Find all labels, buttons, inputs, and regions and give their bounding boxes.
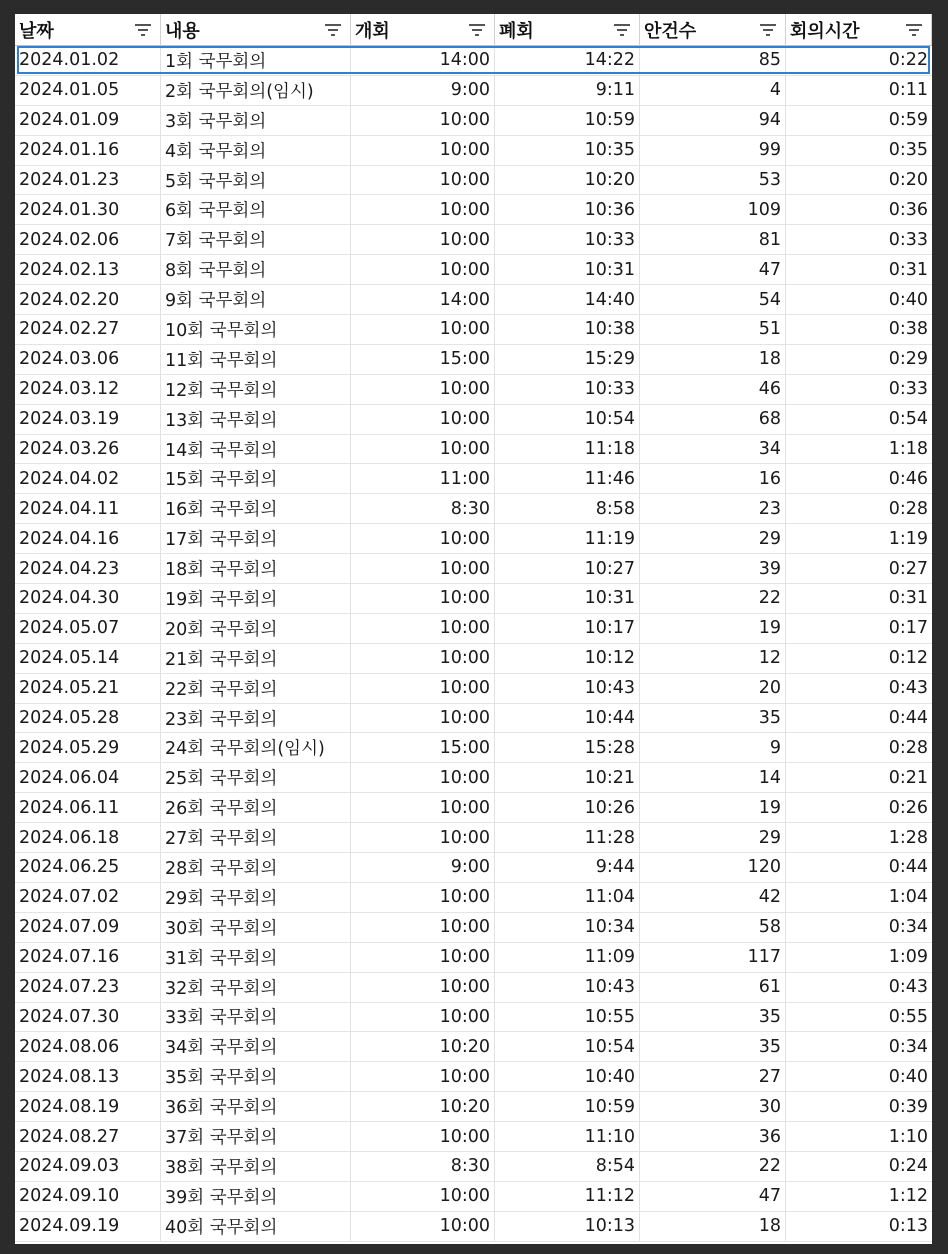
open-time-cell[interactable]: 10:00 [351,435,495,465]
date-cell[interactable]: 2024.06.04 [15,763,161,793]
close-time-cell[interactable]: 10:12 [495,644,640,674]
close-time-cell[interactable]: 10:33 [495,375,640,405]
agenda-count-cell[interactable]: 16 [640,464,786,494]
open-time-cell[interactable]: 10:00 [351,584,495,614]
duration-cell[interactable]: 1:18 [786,435,932,465]
open-time-cell[interactable]: 10:00 [351,883,495,913]
content-cell[interactable]: 31회 국무회의 [161,943,351,973]
content-cell[interactable]: 19회 국무회의 [161,584,351,614]
duration-cell[interactable]: 0:17 [786,614,932,644]
duration-cell[interactable]: 0:46 [786,464,932,494]
date-cell[interactable]: 2024.03.12 [15,375,161,405]
date-cell[interactable]: 2024.08.13 [15,1062,161,1092]
content-cell[interactable]: 40회 국무회의 [161,1212,351,1242]
open-time-cell[interactable]: 15:00 [351,345,495,375]
close-time-cell[interactable]: 11:10 [495,1122,640,1152]
content-cell[interactable]: 29회 국무회의 [161,883,351,913]
close-time-cell[interactable]: 9:44 [495,853,640,883]
close-time-cell[interactable]: 10:36 [495,195,640,225]
open-time-cell[interactable]: 10:00 [351,1122,495,1152]
content-cell[interactable]: 12회 국무회의 [161,375,351,405]
close-time-cell[interactable]: 11:18 [495,435,640,465]
agenda-count-cell[interactable]: 39 [640,554,786,584]
date-cell[interactable]: 2024.09.03 [15,1152,161,1182]
close-time-cell[interactable]: 10:20 [495,166,640,196]
open-time-cell[interactable]: 15:00 [351,733,495,763]
content-cell[interactable]: 3회 국무회의 [161,106,351,136]
open-time-cell[interactable]: 10:00 [351,255,495,285]
date-cell[interactable]: 2024.07.16 [15,943,161,973]
header-agenda-count[interactable] [640,14,786,46]
open-time-cell[interactable]: 10:00 [351,166,495,196]
agenda-count-cell[interactable]: 19 [640,793,786,823]
date-cell[interactable]: 2024.04.11 [15,494,161,524]
close-time-cell[interactable]: 10:43 [495,674,640,704]
agenda-count-cell[interactable]: 22 [640,584,786,614]
agenda-count-cell[interactable]: 51 [640,315,786,345]
open-time-cell[interactable]: 8:30 [351,1152,495,1182]
date-cell[interactable]: 2024.01.05 [15,76,161,106]
duration-cell[interactable]: 0:29 [786,345,932,375]
agenda-count-cell[interactable]: 42 [640,883,786,913]
close-time-cell[interactable]: 10:54 [495,1032,640,1062]
content-cell[interactable]: 4회 국무회의 [161,136,351,166]
date-cell[interactable]: 2024.05.14 [15,644,161,674]
content-cell[interactable]: 14회 국무회의 [161,435,351,465]
duration-cell[interactable]: 0:44 [786,853,932,883]
open-time-cell[interactable]: 9:00 [351,76,495,106]
agenda-count-cell[interactable]: 54 [640,285,786,315]
content-cell[interactable]: 27회 국무회의 [161,823,351,853]
agenda-count-cell[interactable]: 68 [640,405,786,435]
agenda-count-cell[interactable]: 117 [640,943,786,973]
open-time-cell[interactable]: 10:00 [351,315,495,345]
duration-cell[interactable]: 0:39 [786,1092,932,1122]
agenda-count-cell[interactable]: 109 [640,195,786,225]
date-cell[interactable]: 2024.05.07 [15,614,161,644]
date-cell[interactable]: 2024.05.21 [15,674,161,704]
agenda-count-cell[interactable]: 35 [640,704,786,734]
open-time-cell[interactable]: 10:00 [351,614,495,644]
agenda-count-cell[interactable]: 35 [640,1003,786,1033]
duration-cell[interactable]: 0:44 [786,704,932,734]
open-time-cell[interactable]: 10:00 [351,704,495,734]
duration-cell[interactable]: 0:11 [786,76,932,106]
agenda-count-cell[interactable]: 4 [640,76,786,106]
date-cell[interactable]: 2024.08.19 [15,1092,161,1122]
date-cell[interactable]: 2024.06.11 [15,793,161,823]
content-cell[interactable]: 32회 국무회의 [161,973,351,1003]
content-cell[interactable]: 30회 국무회의 [161,913,351,943]
open-time-cell[interactable]: 10:00 [351,136,495,166]
header-label: 폐회 [499,20,534,42]
date-cell[interactable]: 2024.08.06 [15,1032,161,1062]
agenda-count-cell[interactable]: 18 [640,1212,786,1242]
content-cell[interactable]: 13회 국무회의 [161,405,351,435]
date-cell[interactable]: 2024.07.02 [15,883,161,913]
open-time-cell[interactable]: 10:00 [351,674,495,704]
date-cell[interactable]: 2024.02.13 [15,255,161,285]
agenda-count-cell[interactable]: 35 [640,1032,786,1062]
content-cell[interactable]: 11회 국무회의 [161,345,351,375]
date-cell[interactable]: 2024.07.30 [15,1003,161,1033]
close-time-cell[interactable]: 9:11 [495,76,640,106]
date-cell[interactable]: 2024.09.19 [15,1212,161,1242]
date-cell[interactable]: 2024.02.20 [15,285,161,315]
close-time-cell[interactable]: 10:54 [495,405,640,435]
agenda-count-cell[interactable]: 29 [640,823,786,853]
open-time-cell[interactable]: 10:00 [351,644,495,674]
agenda-count-cell[interactable]: 53 [640,166,786,196]
close-time-cell[interactable]: 10:31 [495,255,640,285]
open-time-cell[interactable]: 10:00 [351,405,495,435]
open-time-cell[interactable]: 10:00 [351,943,495,973]
close-time-cell[interactable]: 8:54 [495,1152,640,1182]
close-time-cell[interactable]: 8:58 [495,494,640,524]
duration-cell[interactable]: 1:04 [786,883,932,913]
close-time-cell[interactable]: 11:46 [495,464,640,494]
date-cell[interactable]: 2024.05.29 [15,733,161,763]
content-cell[interactable]: 2회 국무회의(임시) [161,76,351,106]
open-time-cell[interactable]: 10:00 [351,1003,495,1033]
close-time-cell[interactable]: 10:33 [495,225,640,255]
content-cell[interactable]: 9회 국무회의 [161,285,351,315]
date-cell[interactable]: 2024.01.09 [15,106,161,136]
close-time-cell[interactable]: 10:31 [495,584,640,614]
date-cell[interactable]: 2024.01.23 [15,166,161,196]
agenda-count-cell[interactable]: 120 [640,853,786,883]
date-cell[interactable]: 2024.03.19 [15,405,161,435]
agenda-count-cell[interactable]: 29 [640,524,786,554]
header-label: 회의시간 [790,20,860,42]
open-time-cell[interactable]: 8:30 [351,494,495,524]
close-time-cell[interactable]: 10:35 [495,136,640,166]
agenda-count-cell[interactable]: 47 [640,255,786,285]
open-time-cell[interactable]: 14:00 [351,46,495,76]
duration-cell[interactable]: 0:26 [786,793,932,823]
duration-cell[interactable]: 0:21 [786,763,932,793]
filter-icon[interactable] [905,23,923,37]
duration-cell[interactable]: 0:34 [786,1032,932,1062]
close-time-cell[interactable]: 10:21 [495,763,640,793]
agenda-count-cell[interactable]: 27 [640,1062,786,1092]
date-cell[interactable]: 2024.02.27 [15,315,161,345]
open-time-cell[interactable]: 10:00 [351,225,495,255]
agenda-count-cell[interactable]: 18 [640,345,786,375]
close-time-cell[interactable]: 10:13 [495,1212,640,1242]
close-time-cell[interactable]: 10:38 [495,315,640,345]
agenda-count-cell[interactable]: 9 [640,733,786,763]
agenda-count-cell[interactable]: 94 [640,106,786,136]
agenda-count-cell[interactable]: 19 [640,614,786,644]
duration-cell[interactable]: 1:19 [786,524,932,554]
agenda-count-cell[interactable]: 20 [640,674,786,704]
date-cell[interactable]: 2024.04.02 [15,464,161,494]
header-label: 안건수 [644,20,697,42]
agenda-count-cell[interactable]: 36 [640,1122,786,1152]
date-cell[interactable]: 2024.08.27 [15,1122,161,1152]
duration-cell[interactable]: 0:40 [786,285,932,315]
duration-cell[interactable]: 0:22 [786,46,932,76]
date-cell[interactable]: 2024.02.06 [15,225,161,255]
close-time-cell[interactable]: 10:55 [495,1003,640,1033]
date-cell[interactable]: 2024.06.25 [15,853,161,883]
content-cell[interactable]: 8회 국무회의 [161,255,351,285]
duration-cell[interactable]: 0:43 [786,973,932,1003]
open-time-cell[interactable]: 10:20 [351,1032,495,1062]
duration-cell[interactable]: 1:12 [786,1182,932,1212]
content-cell[interactable]: 7회 국무회의 [161,225,351,255]
duration-cell[interactable]: 0:36 [786,195,932,225]
duration-cell[interactable]: 0:34 [786,913,932,943]
open-time-cell[interactable]: 10:00 [351,1212,495,1242]
content-cell[interactable]: 36회 국무회의 [161,1092,351,1122]
open-time-cell[interactable]: 10:20 [351,1092,495,1122]
content-cell[interactable]: 5회 국무회의 [161,166,351,196]
content-cell[interactable]: 39회 국무회의 [161,1182,351,1212]
agenda-count-cell[interactable]: 34 [640,435,786,465]
open-time-cell[interactable]: 10:00 [351,913,495,943]
agenda-count-cell[interactable]: 99 [640,136,786,166]
date-cell[interactable]: 2024.01.16 [15,136,161,166]
agenda-count-cell[interactable]: 81 [640,225,786,255]
close-time-cell[interactable]: 10:17 [495,614,640,644]
content-cell[interactable]: 10회 국무회의 [161,315,351,345]
duration-cell[interactable]: 0:28 [786,733,932,763]
close-time-cell[interactable]: 10:59 [495,106,640,136]
filter-icon[interactable] [759,23,777,37]
duration-cell[interactable]: 0:33 [786,225,932,255]
duration-cell[interactable]: 0:20 [786,166,932,196]
duration-cell[interactable]: 0:31 [786,584,932,614]
content-cell[interactable]: 23회 국무회의 [161,704,351,734]
open-time-cell[interactable]: 9:00 [351,853,495,883]
duration-cell[interactable]: 1:10 [786,1122,932,1152]
close-time-cell[interactable]: 11:19 [495,524,640,554]
agenda-count-cell[interactable]: 14 [640,763,786,793]
date-cell[interactable]: 2024.07.09 [15,913,161,943]
content-cell[interactable]: 18회 국무회의 [161,554,351,584]
close-time-cell[interactable]: 14:40 [495,285,640,315]
close-time-cell[interactable]: 10:27 [495,554,640,584]
date-cell[interactable]: 2024.01.30 [15,195,161,225]
close-time-cell[interactable]: 10:59 [495,1092,640,1122]
duration-cell[interactable]: 0:12 [786,644,932,674]
close-time-cell[interactable]: 11:28 [495,823,640,853]
content-cell[interactable]: 38회 국무회의 [161,1152,351,1182]
close-time-cell[interactable]: 10:40 [495,1062,640,1092]
content-cell[interactable]: 37회 국무회의 [161,1122,351,1152]
agenda-count-cell[interactable]: 23 [640,494,786,524]
date-cell[interactable]: 2024.04.30 [15,584,161,614]
open-time-cell[interactable]: 10:00 [351,195,495,225]
agenda-count-cell[interactable]: 30 [640,1092,786,1122]
header-close[interactable] [495,14,640,46]
close-time-cell[interactable]: 15:28 [495,733,640,763]
date-cell[interactable]: 2024.04.16 [15,524,161,554]
header-label: 날짜 [19,20,54,42]
content-cell[interactable]: 1회 국무회의 [161,46,351,76]
close-time-cell[interactable]: 10:34 [495,913,640,943]
open-time-cell[interactable]: 10:00 [351,1182,495,1212]
content-cell[interactable]: 16회 국무회의 [161,494,351,524]
duration-cell[interactable]: 0:31 [786,255,932,285]
content-cell[interactable]: 26회 국무회의 [161,793,351,823]
duration-cell[interactable]: 0:59 [786,106,932,136]
open-time-cell[interactable]: 10:00 [351,554,495,584]
duration-cell[interactable]: 0:35 [786,136,932,166]
filter-icon[interactable] [613,23,631,37]
duration-cell[interactable]: 0:38 [786,315,932,345]
data-table [15,14,932,1242]
header-label: 개회 [355,20,390,42]
content-cell[interactable]: 20회 국무회의 [161,614,351,644]
date-cell[interactable]: 2024.09.10 [15,1182,161,1212]
content-cell[interactable]: 6회 국무회의 [161,195,351,225]
content-cell[interactable]: 24회 국무회의(임시) [161,733,351,763]
date-cell[interactable]: 2024.03.06 [15,345,161,375]
close-time-cell[interactable]: 14:22 [495,46,640,76]
header-open[interactable] [351,14,495,46]
date-cell[interactable]: 2024.03.26 [15,435,161,465]
content-cell[interactable]: 33회 국무회의 [161,1003,351,1033]
agenda-count-cell[interactable]: 58 [640,913,786,943]
duration-cell[interactable]: 0:40 [786,1062,932,1092]
open-time-cell[interactable]: 10:00 [351,823,495,853]
content-cell[interactable]: 17회 국무회의 [161,524,351,554]
agenda-count-cell[interactable]: 22 [640,1152,786,1182]
close-time-cell[interactable]: 11:09 [495,943,640,973]
open-time-cell[interactable]: 10:00 [351,973,495,1003]
close-time-cell[interactable]: 10:26 [495,793,640,823]
agenda-count-cell[interactable]: 61 [640,973,786,1003]
content-cell[interactable]: 35회 국무회의 [161,1062,351,1092]
duration-cell[interactable]: 0:13 [786,1212,932,1242]
close-time-cell[interactable]: 10:44 [495,704,640,734]
content-cell[interactable]: 15회 국무회의 [161,464,351,494]
header-content[interactable] [161,14,351,46]
open-time-cell[interactable]: 10:00 [351,524,495,554]
date-cell[interactable]: 2024.07.23 [15,973,161,1003]
close-time-cell[interactable]: 11:12 [495,1182,640,1212]
duration-cell[interactable]: 0:24 [786,1152,932,1182]
agenda-count-cell[interactable]: 47 [640,1182,786,1212]
date-cell[interactable]: 2024.06.18 [15,823,161,853]
open-time-cell[interactable]: 10:00 [351,375,495,405]
duration-cell[interactable]: 1:09 [786,943,932,973]
header-date[interactable] [15,14,161,46]
header-duration[interactable] [786,14,932,46]
close-time-cell[interactable]: 15:29 [495,345,640,375]
date-cell[interactable]: 2024.05.28 [15,704,161,734]
duration-cell[interactable]: 0:54 [786,405,932,435]
agenda-count-cell[interactable]: 85 [640,46,786,76]
duration-cell[interactable]: 0:27 [786,554,932,584]
date-cell[interactable]: 2024.01.02 [15,46,161,76]
open-time-cell[interactable]: 11:00 [351,464,495,494]
close-time-cell[interactable]: 10:43 [495,973,640,1003]
duration-cell[interactable]: 1:28 [786,823,932,853]
duration-cell[interactable]: 0:43 [786,674,932,704]
content-cell[interactable]: 28회 국무회의 [161,853,351,883]
header-label: 내용 [165,20,200,42]
close-time-cell[interactable]: 11:04 [495,883,640,913]
duration-cell[interactable]: 0:28 [786,494,932,524]
open-time-cell[interactable]: 10:00 [351,793,495,823]
date-cell[interactable]: 2024.04.23 [15,554,161,584]
filter-icon[interactable] [468,23,486,37]
duration-cell[interactable]: 0:33 [786,375,932,405]
content-cell[interactable]: 22회 국무회의 [161,674,351,704]
agenda-count-cell[interactable]: 46 [640,375,786,405]
open-time-cell[interactable]: 14:00 [351,285,495,315]
content-cell[interactable]: 21회 국무회의 [161,644,351,674]
content-cell[interactable]: 25회 국무회의 [161,763,351,793]
filter-icon[interactable] [134,23,152,37]
filter-icon[interactable] [324,23,342,37]
duration-cell[interactable]: 0:55 [786,1003,932,1033]
spreadsheet [15,14,932,1244]
open-time-cell[interactable]: 10:00 [351,763,495,793]
open-time-cell[interactable]: 10:00 [351,106,495,136]
content-cell[interactable]: 34회 국무회의 [161,1032,351,1062]
agenda-count-cell[interactable]: 12 [640,644,786,674]
open-time-cell[interactable]: 10:00 [351,1062,495,1092]
